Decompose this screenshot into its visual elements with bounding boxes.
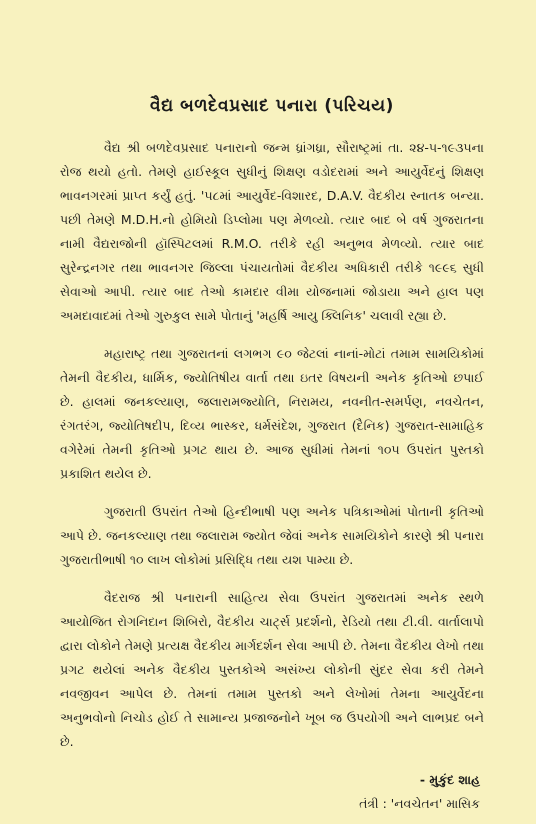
page-title: વૈદ્ય બળદેવપ્રસાદ પનારા (પરિચય)	[150, 96, 394, 116]
paragraph-publications: મહારાષ્ટ્ર તથા ગુજરાતનાં લગભગ ૯૦ જેટલાં નાનાં-મોટાં તમામ સામયિકોમાં તેમની વૈદકીય, ધાર્મિક, જ્યોતિષીય વાર્તા તથા ઇતર વિષયની અનેક કૃતિઓ છપાઈ છે. હાલમાં જનકલ્યાણ, જલારામજ્યોતિ, નિરામય, નવનીત-સમર્પણ, નવચેતન, રંગતરંગ, જ્યોતિષદીપ, દિવ્ય ભાસ્કર, ધર્મસંદેશ, ગુજરાત (દૈનિક) ગુજરાત-સામાહિક વગેરેમાં તેમની કૃતિઓ પ્રગટ થાય છે. આજ સુધીમાં તેમનાં ૧૦૫ ઉપરાંત પુસ્તકો પ્રકાશિત થયેલ છે.	[60, 346, 484, 481]
paragraph-biography: વૈદ્ય શ્રી બળદેવપ્રસાદ પનારાનો જન્મ ધ્રાંગધ્રા, સૌરાષ્ટ્રમાં તા. ૨૪-૫-૧૯૩૫ના રોજ થયો હતો. તેમણે હાઈસ્કૂલ સુધીનું શિક્ષણ વડોદરામાં અને આયુર્વેદનું શિક્ષણ ભાવનગરમાં પ્રાપ્ત કર્યું હતું. '૫૮માં આયુર્વેદ-વિશારદ, D.A.V. વૈદકીય સ્નાતક બન્યા. પછી તેમણે M.D.H.નો હોમિયો ડિપ્લોમા પણ મેળવ્યો. ત્યાર બાદ બે વર્ષ ગુજરાતના નામી વૈદ્યરાજોની હૉસ્પિટલમાં R.M.O. તરીકે રહી અનુભવ મેળવ્યો. ત્યાર બાદ સુરેન્દ્રનગર તથા ભાવનગર જિલ્લા પંચાયતોમાં વૈદકીય અધિકારી તરીકે ૧૯૯૬ સુધી સેવાઓ આપી. ત્યાર બાદ તેઓ કામદાર વીમા યોજનામાં જોડાયા અને હાલ પણ અમદાવાદમાં તેઓ ગુરુકુલ સામે પોતાનું 'મહર્ષિ આયુ ક્લિનિક' ચલાવી રહ્યા છે.	[60, 140, 484, 323]
signature-name: - મુકુંદ શાહ	[419, 772, 480, 787]
signature-role: તંત્રી : 'નવચેતન' માસિક	[359, 796, 480, 811]
paragraph-service: વૈદરાજ શ્રી પનારાની સાહિત્ય સેવા ઉપરાંત ગુજરાતમાં અનેક સ્થળે આયોજિત રોગનિદાન શિબિરો, વૈદકીય ચાર્ટ્સ પ્રદર્શનો, રેડિયો તથા ટી.વી. વાર્તાલાપો દ્વારા લોકોને તેમણે પ્રત્યક્ષ વૈદકીય માર્ગદર્શન સેવા આપી છે. તેમના વૈદકીય લેખો તથા પ્રગટ થયેલાં અનેક વૈદકીય પુસ્તકોએ અસંખ્ય લોકોની સુંદર સેવા કરી તેમને નવજીવન આપેલ છે. તેમનાં તમામ પુસ્તકો અને લેખોમાં તેમના આયુર્વેદના અનુભવોનો નિચોડ હોઈ તે સામાન્ય પ્રજાજનોને ખૂબ જ ઉપયોગી અને લાભપ્રદ બને છે.	[60, 590, 484, 749]
signature-block	[60, 768, 484, 816]
paragraph-hindi-works: ગુજરાતી ઉપરાંત તેઓ હિન્દીભાષી પણ અનેક પત્રિકાઓમાં પોતાની કૃતિઓ આપે છે. જનકલ્યાણ તથા જલારામ જ્યોત જેવાં અનેક સામયિકોને કારણે શ્રી પનારા ગુજરાતીભાષી ૧૦ લાખ લોકોમાં પ્રસિદ્ધિ તથા યશ પામ્યા છે.	[60, 504, 484, 567]
